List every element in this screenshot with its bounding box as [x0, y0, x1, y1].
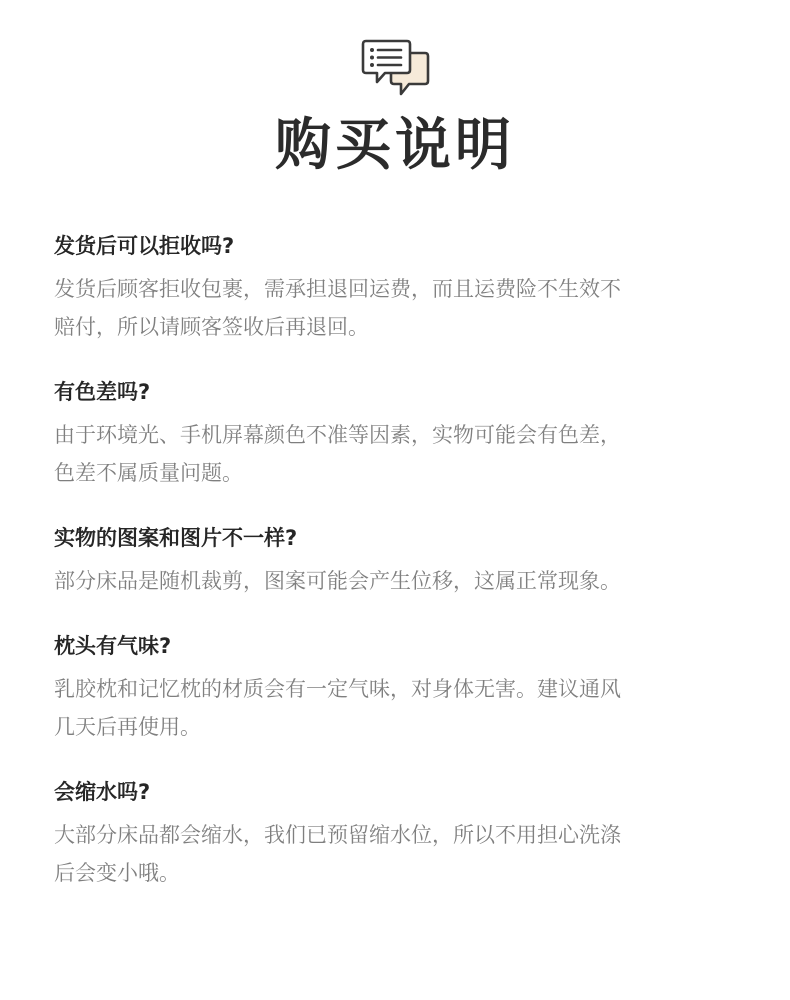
faq-answer-line: 赔付，所以请顾客签收后再退回。	[54, 315, 369, 339]
faq-item-refuse-delivery	[54, 226, 744, 346]
faq-answer-line: 部分床品是随机裁剪，图案可能会产生位移，这属正常现象。	[54, 569, 621, 593]
faq-answer-line: 乳胶枕和记忆枕的材质会有一定气味，对身体无害。建议通风	[54, 677, 621, 701]
chat-list-icon	[361, 37, 431, 99]
faq-question: 枕头有气味?	[54, 634, 172, 658]
faq-item-shrinkage	[54, 772, 744, 892]
faq-question: 有色差吗?	[54, 380, 151, 404]
faq-item-pillow-smell	[54, 626, 744, 746]
faq-question: 实物的图案和图片不一样?	[54, 526, 298, 550]
faq-answer-line: 色差不属质量问题。	[54, 461, 243, 485]
faq-question: 发货后可以拒收吗?	[54, 234, 235, 258]
faq-answer-line: 发货后顾客拒收包裹，需承担退回运费，而且运费险不生效不	[54, 277, 621, 301]
faq-answer-line: 几天后再使用。	[54, 715, 201, 739]
faq-item-pattern-mismatch	[54, 518, 744, 600]
faq-answer-line: 由于环境光、手机屏幕颜色不准等因素，实物可能会有色差，	[54, 423, 621, 447]
page-title: 购买说明	[275, 113, 515, 178]
faq-answer-line: 后会变小哦。	[54, 861, 180, 885]
faq-question: 会缩水吗?	[54, 780, 151, 804]
faq-list	[54, 226, 744, 892]
faq-answer-line: 大部分床品都会缩水，我们已预留缩水位，所以不用担心洗涤	[54, 823, 621, 847]
faq-item-color-difference	[54, 372, 744, 492]
